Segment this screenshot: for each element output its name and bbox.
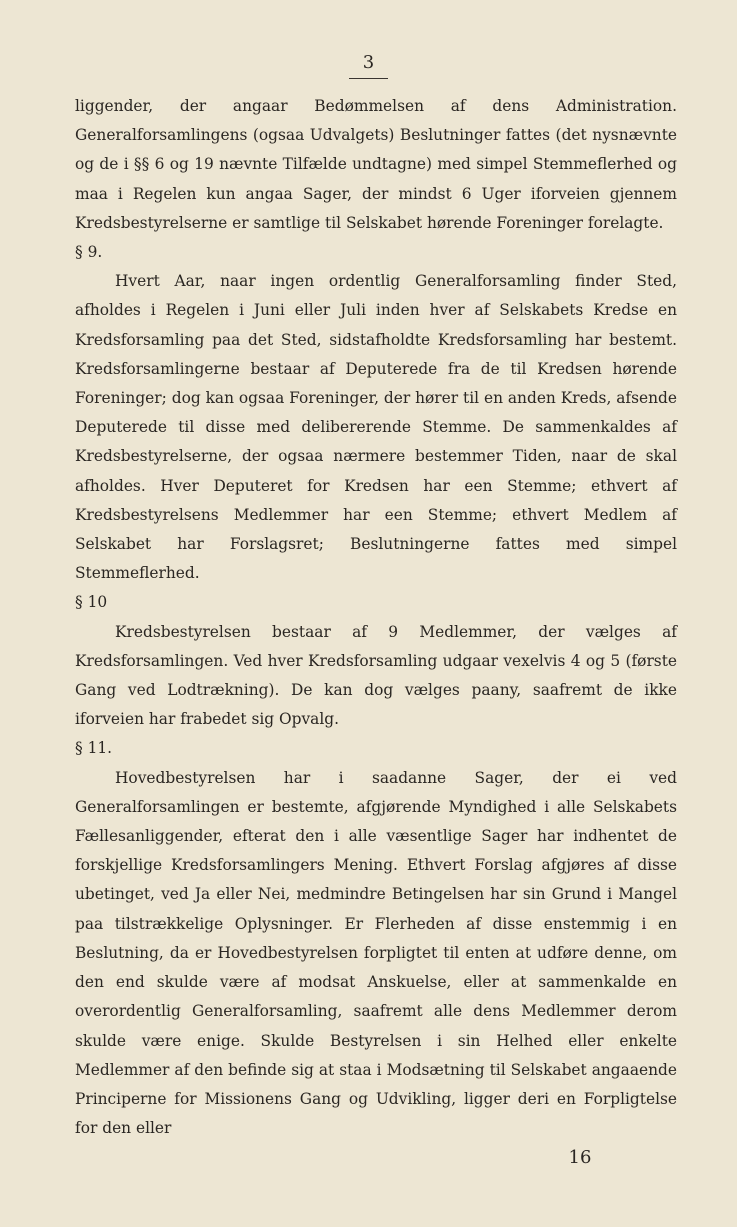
page-body [75,92,677,1143]
paragraph-section-10: Kredsbestyrelsen bestaar af 9 Medlemmer, der vælges af Kredsforsamlingen. Ved hver Kredsforsamling udgaar vexelvis 4 og 5 (første Gang ved Lodtrækning). De kan dog vælges paany, saafremt de ikke iforveien har frabedet sig Opvalg. [75,622,677,729]
section-heading-9: § 9. [75,243,103,262]
section-heading-10: § 10 [75,593,108,612]
signature-mark: 16 [568,1147,592,1168]
paragraph-section-11: Hovedbestyrelsen har i saadanne Sager, der ei ved Generalforsamlingen er bestemte, afgjørende Myndighed i alle Selskabets Fællesanliggender, efterat den i alle væsentlige Sager har indhentet de forskjellige Kredsforsamlingers Mening. Ethvert Forslag afgjøres af disse ubetinget, ved Ja eller Nei, medmindre Betingelsen har sin Grund i Mangel paa tilstrækkelige Oplysninger. Er Flerheden af disse enstemmig i en Beslutning, da er Hovedbestyrelsen forpligtet til enten at udføre denne, om den end skulde være af modsat Anskuelse, eller at sammenkalde en overordentlig Generalforsamling, saafremt alle dens Medlemmer derom skulde være enige. Skulde Bestyrelsen i sin Helhed eller enkelte Medlemmer af den befinde sig at staa i Modsætning til Selskabet angaaende Principerne for Missionens Gang og Udvikling, ligger deri en Forpligtelse for den eller [75,768,677,1138]
page-number: 3 [0,48,737,79]
section-heading-11: § 11. [75,739,113,758]
paragraph-section-9: Hvert Aar, naar ingen ordentlig Generalforsamling finder Sted, afholdes i Regelen i Juni eller Juli inden hver af Selskabets Kredse en Kredsforsamling paa det Sted, sidstafholdte Kredsforsamling har bestemt. Kredsforsamlingerne bestaar af Deputerede fra de til Kredsen hørende Foreninger; dog kan ogsaa Foreninger, der hører til en anden Kreds, afsende Deputerede til disse med delibererende Stemme. De sammenkaldes af Kredsbestyrelserne, der ogsaa nærmere bestemmer Tiden, naar de skal afholdes. Hver Deputeret for Kredsen har een Stemme; ethvert af Kredsbestyrelsens Medlemmer har een Stemme; ethvert Medlem af Selskabet har Forslagsret; Beslutningerne fattes med simpel Stemmeflerhed. [75,272,677,583]
paragraph-continuation: liggender, der angaar Bedømmelsen af dens Administration. Generalforsamlingens (ogsaa Udvalgets) Beslutninger fattes (det nysnævnte og de i §§ 6 og 19 nævnte Tilfælde undtagne) med simpel Stemmeflerhed og maa i Regelen kun angaa Sager, der mindst 6 Uger iforveien gjennem Kredsbestyrelserne er samtlige til Selskabet hørende Foreninger forelagte. [75,97,677,232]
